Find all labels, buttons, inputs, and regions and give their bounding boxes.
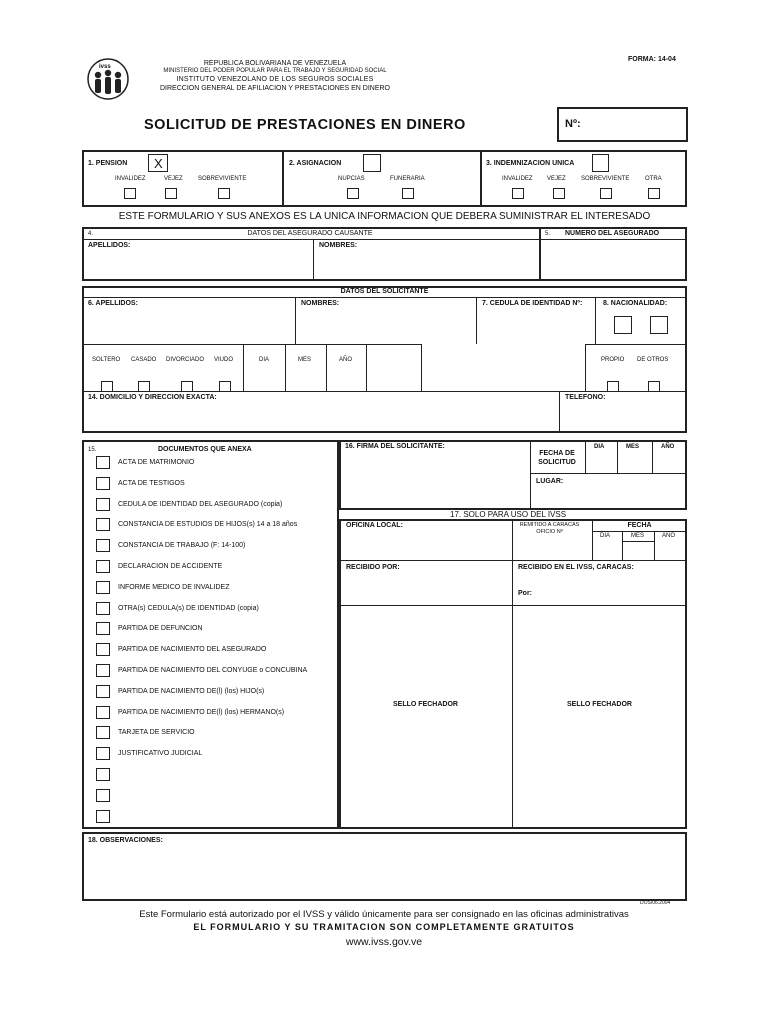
documento-checkbox[interactable] [96,810,110,823]
ivss-ano-label: AÑO [662,533,676,539]
header-line-4: DIRECCION GENERAL DE AFILIACION Y PRESTACIONES EN DINERO [159,85,390,92]
indem-opt-otra: OTRA [645,176,662,182]
documento-checkbox[interactable] [96,643,110,656]
indem-otra-checkbox[interactable] [648,188,660,199]
nac-mes-label: MES [298,357,312,363]
domicilio-label: 14. DOMICILIO Y DIRECCION EXACTA: [88,394,217,401]
indem-opt-invalidez: INVALIDEZ [502,176,533,182]
civil-casado-label: CASADO [131,357,157,363]
pension-invalidez-checkbox[interactable] [124,188,136,199]
documento-label: PARTIDA DE DEFUNCION [118,625,203,632]
numero-asegurado-field[interactable] [544,243,682,277]
documento-label: TARJETA DE SERVICIO [118,729,195,736]
remitido-label: REMITIDO A CARACAS OFICIO Nº [519,522,580,536]
documento-label: INFORME MEDICO DE INVALIDEZ [118,584,230,591]
documento-checkbox[interactable] [96,518,110,531]
numero-asegurado-label: NUMERO DEL ASEGURADO [565,230,660,237]
vivienda-propio-checkbox[interactable] [607,381,619,391]
vivienda-otros-checkbox[interactable] [648,381,660,391]
causante-nombres-field[interactable] [318,252,534,278]
documentos-header: DOCUMENTOS QUE ANEXA [158,446,252,453]
documento-checkbox[interactable] [96,622,110,635]
pension-opt-invalidez: INVALIDEZ [115,176,146,182]
page-title: SOLICITUD DE PRESTACIONES EN DINERO [144,117,466,133]
nacionalidad-label: 8. NACIONALIDAD: [603,300,668,307]
documento-label: JUSTIFICATIVO JUDICIAL [118,750,203,757]
cedula-label: 7. CEDULA DE IDENTIDAD Nº: [482,300,583,307]
causante-apellidos-label: APELLIDOS: [88,242,131,249]
indem-sobreviviente-checkbox[interactable] [600,188,612,199]
documento-checkbox[interactable] [96,664,110,677]
nacionalidad-v-checkbox[interactable] [614,316,632,334]
header-line-2: MINISTERIO DEL PODER POPULAR PARA EL TRABAJO Y SEGURIDAD SOCIAL [163,68,387,74]
documentos-section [82,440,339,829]
telefono-label: TELEFONO: [565,394,606,401]
documento-label: PARTIDA DE NACIMIENTO DE(l) (los) HERMANO(s) [118,709,285,716]
firma-mes-label: MES [626,444,640,450]
pension-opt-sobreviviente: SOBREVIVIENTE [198,176,247,182]
asignacion-opt-nupcias: NUPCIAS [338,176,365,182]
footer-code: DOS/06.2004 [640,900,671,906]
header-line-1: REPUBLICA BOLIVARIANA DE VENEZUELA [203,60,347,67]
nac-dia-label: DIA [259,357,270,363]
indemnizacion-label: 3. INDEMNIZACION UNICA [486,160,575,167]
documento-checkbox[interactable] [96,768,110,781]
pension-checkbox[interactable]: X [148,154,168,172]
indem-opt-vejez: VEJEZ [547,176,566,182]
documento-checkbox[interactable] [96,726,110,739]
footer-url[interactable]: www.ivss.gov.ve [345,936,423,948]
civil-viudo-label: VIUDO [214,357,234,363]
footer-line-2: EL FORMULARIO Y SU TRAMITACION SON COMPLETAMENTE GRATUITOS [193,922,575,932]
documento-checkbox[interactable] [96,477,110,490]
observaciones-field[interactable] [88,848,682,896]
civil-divorciado-label: DIVORCIADO [166,357,205,363]
documento-checkbox[interactable] [96,789,110,802]
documento-label: PARTIDA DE NACIMIENTO DEL CONYUGE o CONCUBINA [118,667,308,674]
documento-checkbox[interactable] [96,706,110,719]
documento-label: CONSTANCIA DE ESTUDIOS DE HIJOS(s) 14 a 18 años [118,521,298,528]
documento-checkbox[interactable] [96,747,110,760]
asignacion-nupcias-checkbox[interactable] [347,188,359,199]
documento-label: ACTA DE TESTIGOS [118,480,185,487]
solicitante-apellidos-label: 6. APELLIDOS: [88,300,138,307]
ivss-fecha-label: FECHA [627,522,652,529]
documento-label: CEDULA DE IDENTIDAD DEL ASEGURADO (copia) [118,501,283,508]
documento-label: ACTA DE MATRIMONIO [118,459,195,466]
header-line-3: INSTITUTO VENEZOLANO DE LOS SEGUROS SOCIALES [176,76,374,83]
oficina-local-label: OFICINA LOCAL: [346,522,403,529]
firma-ano-label: AÑO [661,444,675,450]
fecha-solicitud-label: FECHA DE SOLICITUD [538,450,576,466]
documento-checkbox[interactable] [96,498,110,511]
pension-label: 1. PENSION [88,160,128,167]
solicitante-apellidos-field[interactable] [88,310,290,340]
firma-label: 16. FIRMA DEL SOLICITANTE: [345,443,445,450]
indem-invalidez-checkbox[interactable] [512,188,524,199]
indemnizacion-checkbox[interactable] [592,154,609,172]
documento-checkbox[interactable] [96,685,110,698]
causante-header: DATOS DEL ASEGURADO CAUSANTE [247,230,373,237]
notice-text: ESTE FORMULARIO Y SUS ANEXOS ES LA UNICA INFORMACION QUE DEBERA SUMINISTRAR EL INTERESADO [118,211,651,222]
ivss-mes-label: MES [631,533,645,539]
asignacion-checkbox[interactable] [363,154,381,172]
civil-divorciado-checkbox[interactable] [181,381,193,391]
vivienda-otros-label: DE OTROS [637,357,669,363]
causante-apellidos-field[interactable] [88,252,308,278]
firma-field[interactable] [345,453,525,505]
causante-nombres-label: NOMBRES: [319,242,358,249]
pension-opt-vejez: VEJEZ [164,176,183,182]
documento-label: CONSTANCIA DE TRABAJO (F: 14-100) [118,542,246,549]
civil-viudo-checkbox[interactable] [219,381,231,391]
ivss-dia-label: DIA [600,533,611,539]
numero-box[interactable]: Nº: [557,107,688,142]
civil-casado-checkbox[interactable] [138,381,150,391]
form-code: FORMA: 14-04 [628,56,676,63]
por-label: Por: [518,590,532,597]
documento-label: PARTIDA DE NACIMIENTO DE(l) (los) HIJO(s) [118,688,265,695]
asignacion-funeraria-checkbox[interactable] [402,188,414,199]
observaciones-label: 18. OBSERVACIONES: [88,837,163,844]
documento-checkbox[interactable] [96,581,110,594]
vivienda-propio-label: PROPIO [601,357,625,363]
documento-label: PARTIDA DE NACIMIENTO DEL ASEGURADO [118,646,267,653]
civil-soltero-checkbox[interactable] [101,381,113,391]
lugar-field[interactable] [570,476,682,506]
cedula-field[interactable] [481,310,591,340]
documento-label: OTRA(s) CEDULA(s) DE IDENTIDAD (copia) [118,605,259,612]
solicitante-header: DATOS DEL SOLICITANTE [340,288,429,295]
sello-fechador-2: SELLO FECHADOR [567,701,632,708]
documento-checkbox[interactable] [96,456,110,469]
domicilio-field[interactable] [88,404,554,430]
solicitante-nombres-field[interactable] [300,310,472,340]
asignacion-label: 2. ASIGNACION [289,160,342,167]
civil-soltero-label: SOLTERO [92,357,121,363]
nacionalidad-e-checkbox[interactable] [650,316,668,334]
ivss-header: 17. SOLO PARA USO DEL IVSS [450,510,567,519]
documento-label: DECLARACION DE ACCIDENTE [118,563,223,570]
recibido-en-label: RECIBIDO EN EL IVSS, CARACAS: [518,564,634,571]
solicitante-nombres-label: NOMBRES: [301,300,340,307]
recibido-por-label: RECIBIDO POR: [346,564,400,571]
nac-ano-label: AÑO [339,357,353,363]
footer-line-1: Este Formulario está autorizado por el IVSS y válido únicamente para ser consignado en las oficinas administrativas [139,909,629,920]
telefono-field[interactable] [564,404,682,430]
lugar-label: LUGAR: [536,478,564,485]
documento-checkbox[interactable] [96,602,110,615]
indem-opt-sobreviviente: SOBREVIVIENTE [581,176,630,182]
indem-vejez-checkbox[interactable] [553,188,565,199]
sello-fechador-1: SELLO FECHADOR [393,701,458,708]
firma-dia-label: DIA [594,444,605,450]
documento-checkbox[interactable] [96,560,110,573]
ivss-logo: ivss [86,58,130,100]
asignacion-opt-funeraria: FUNERARIA [390,176,425,182]
pension-vejez-checkbox[interactable] [165,188,177,199]
pension-sobreviviente-checkbox[interactable] [218,188,230,199]
documento-checkbox[interactable] [96,539,110,552]
